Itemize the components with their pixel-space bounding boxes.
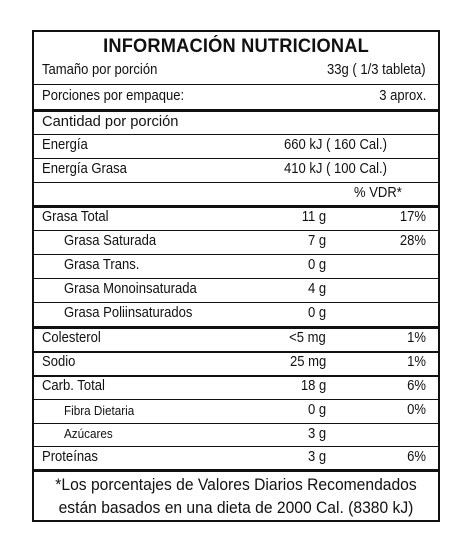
nutrient-label: Grasa Saturada [64, 233, 157, 249]
nutrient-amount: <5 mg [289, 330, 326, 346]
divider [34, 302, 438, 303]
divider [34, 109, 438, 112]
nutrient-label: Grasa Total [42, 209, 109, 225]
nutrient-label: Azúcares [64, 426, 113, 441]
nutrient-label: Proteínas [42, 449, 98, 465]
nutrient-amount: 0 g [307, 402, 326, 418]
divider [34, 469, 438, 472]
nutrient-dv: 28% [399, 233, 426, 249]
nutrient-amount: 11 g [301, 209, 326, 225]
footnote-line-2: están basados en una dieta de 2000 Cal. (8380 kJ) [58, 498, 414, 517]
nutrient-label: Grasa Trans. [64, 257, 140, 273]
divider [34, 205, 438, 208]
divider [34, 254, 438, 255]
nutrient-label: Colesterol [42, 330, 101, 346]
energy-value: 660 kJ ( 160 Cal.) [284, 137, 388, 153]
serving-size-value: 33g ( 1/3 tableta) [327, 62, 426, 78]
energy-label: Energía [42, 137, 88, 153]
nutrient-amount: 0 g [307, 257, 326, 273]
amount-per-serving: Cantidad por porción [42, 113, 179, 130]
nutrient-label: Sodio [42, 354, 76, 370]
divider [34, 326, 438, 329]
footnote-line-1: *Los porcentajes de Valores Diarios Recomendados [55, 475, 417, 494]
dv-header: % VDR* [354, 185, 402, 201]
label-title: INFORMACIÓN NUTRICIONAL [103, 36, 369, 57]
nutrient-dv: 1% [407, 330, 426, 346]
fat-energy-label: Energía Grasa [42, 161, 127, 177]
nutrient-amount: 25 mg [289, 354, 326, 370]
nutrient-dv: 1% [407, 354, 426, 370]
nutrient-dv: 6% [407, 378, 426, 394]
divider [34, 278, 438, 279]
nutrition-facts-label [32, 30, 440, 522]
divider [34, 446, 438, 447]
nutrient-amount: 4 g [307, 281, 326, 297]
nutrient-dv: 0% [407, 402, 426, 418]
divider [34, 399, 438, 400]
servings-per-container-label: Porciones por empaque: [42, 88, 185, 104]
nutrient-label: Fibra Dietaria [64, 403, 135, 418]
servings-per-container-value: 3 aprox. [378, 88, 426, 104]
nutrient-amount: 7 g [307, 233, 326, 249]
divider [34, 158, 438, 159]
nutrient-dv: 17% [399, 209, 426, 225]
nutrient-amount: 3 g [307, 449, 326, 465]
nutrient-amount: 3 g [307, 426, 326, 442]
divider [34, 375, 438, 377]
nutrient-amount: 0 g [307, 305, 326, 321]
serving-size-label: Tamaño por porción [42, 62, 158, 78]
divider [34, 351, 438, 353]
divider [34, 230, 438, 231]
divider [34, 84, 438, 85]
nutrient-label: Grasa Monoinsaturada [64, 281, 197, 297]
nutrient-amount: 18 g [300, 378, 326, 394]
nutrient-label: Grasa Poliinsaturados [64, 305, 193, 321]
nutrient-dv: 6% [407, 449, 426, 465]
divider [34, 134, 438, 135]
divider [34, 423, 438, 424]
divider [34, 182, 438, 183]
fat-energy-value: 410 kJ ( 100 Cal.) [284, 161, 388, 177]
nutrient-label: Carb. Total [42, 378, 105, 394]
